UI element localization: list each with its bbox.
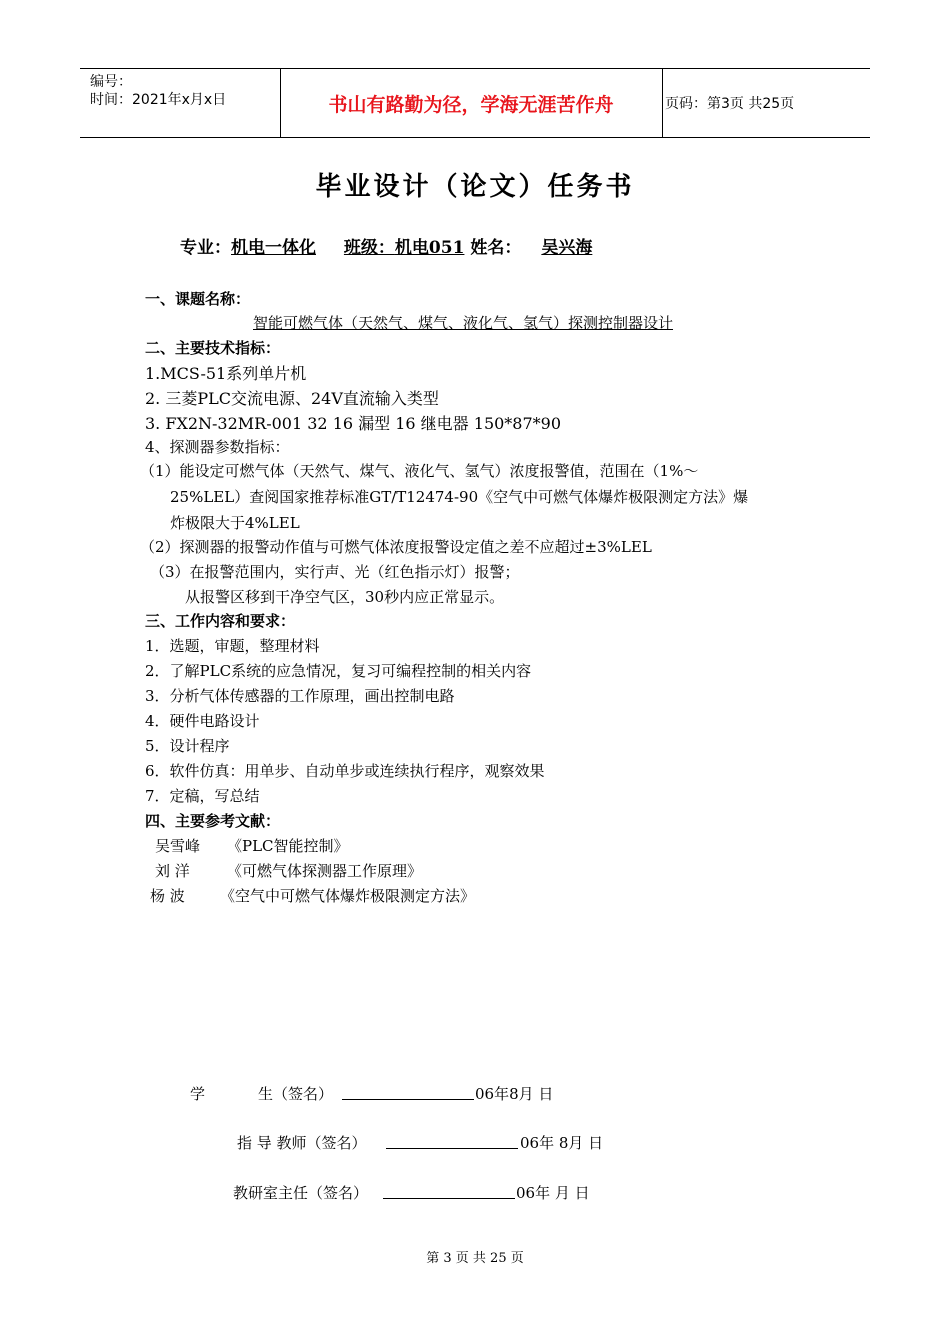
reference-author: 杨 波 — [150, 887, 185, 905]
header-divider-2 — [662, 69, 663, 137]
task-item: 3．分析气体传感器的工作原理，画出控制电路 — [145, 687, 455, 705]
header-slogan: 书山有路勤为径，学海无涯苦作舟 — [328, 93, 614, 116]
reference-author: 吴雪峰 — [155, 837, 201, 855]
task-item: 1．选题，审题，整理材料 — [145, 637, 320, 655]
header-table — [80, 68, 870, 138]
teacher-signature-line — [386, 1148, 518, 1149]
director-signature-label: 教研室主任（签名） — [233, 1184, 369, 1202]
page-footer: 第 3 页 共 25 页 — [426, 1251, 524, 1266]
student-signature-label-2: 生（签名） — [258, 1085, 334, 1103]
spec-item: 25%LEL）查阅国家推荐标准GT/T12474-90《空气中可燃气体爆炸极限测定方法》爆 — [170, 488, 749, 506]
task-item: 6．软件仿真：用单步、自动单步或连续执行程序，观察效果 — [145, 762, 545, 780]
spec-item: 从报警区移到干净空气区，30秒内应正常显示。 — [185, 588, 505, 606]
spec-item: （1）能设定可燃气体（天然气、煤气、液化气、氢气）浓度报警值，范围在（1%～ — [140, 462, 699, 480]
reference-title: 《空气中可燃气体爆炸极限测定方法》 — [220, 887, 476, 905]
student-signature-line — [342, 1099, 474, 1100]
spec-item: （3）在报警范围内，实行声、光（红色指示灯）报警； — [150, 563, 520, 581]
header-page-info: 页码：第3页 共25页 — [665, 96, 795, 112]
class-value: 机电051 — [394, 238, 465, 258]
header-number: 编号： — [90, 74, 132, 90]
reference-title: 《PLC智能控制》 — [227, 837, 349, 855]
teacher-signature-date: 06年 8月 日 — [520, 1134, 604, 1152]
page-title: 毕业设计（论文）任务书 — [315, 172, 635, 202]
name-label: 姓名： — [470, 238, 522, 258]
class-label: 班级： — [343, 238, 395, 258]
spec-item: 4、探测器参数指标： — [145, 438, 290, 456]
reference-title: 《可燃气体探测器工作原理》 — [227, 862, 423, 880]
section-2-heading: 二、主要技术指标： — [145, 339, 281, 357]
header-time: 时间：2021年x月x日 — [90, 92, 227, 108]
spec-item: （2）探测器的报警动作值与可燃气体浓度报警设定值之差不应超过±3%LEL — [140, 538, 652, 556]
director-signature-line — [383, 1198, 515, 1199]
task-item: 7．定稿，写总结 — [145, 787, 260, 805]
task-item: 4．硬件电路设计 — [145, 712, 260, 730]
section-3-heading: 三、工作内容和要求： — [145, 612, 296, 630]
student-signature-label-1: 学 — [190, 1085, 206, 1103]
spec-item: 3. FX2N-32MR-001 32 16 漏型 16 继电器 150*87*90 — [145, 414, 562, 433]
header-meta — [90, 73, 226, 109]
spec-item: 炸极限大于4%LEL — [170, 514, 300, 532]
major-label: 专业： — [180, 238, 231, 258]
student-meta — [180, 233, 650, 258]
reference-author: 刘 洋 — [155, 862, 190, 880]
name-value: 吴兴海 — [541, 238, 593, 258]
section-4-heading: 四、主要参考文献： — [145, 812, 281, 830]
section-1-heading: 一、课题名称： — [145, 290, 251, 308]
teacher-signature-label: 指 导 教师（签名） — [237, 1134, 367, 1152]
task-item: 5．设计程序 — [145, 737, 230, 755]
topic-title: 智能可燃气体（天然气、煤气、液化气、氢气）探测控制器设计 — [253, 314, 674, 332]
director-signature-date: 06年 月 日 — [516, 1184, 590, 1202]
task-item: 2．了解PLC系统的应急情况，复习可编程控制的相关内容 — [145, 662, 532, 680]
student-signature-date: 06年8月 日 — [475, 1085, 554, 1103]
spec-item: 1.MCS-51系列单片机 — [145, 364, 307, 383]
major-value: 机电一体化 — [231, 238, 316, 258]
spec-item: 2. 三菱PLC交流电源、24V直流输入类型 — [145, 389, 439, 408]
